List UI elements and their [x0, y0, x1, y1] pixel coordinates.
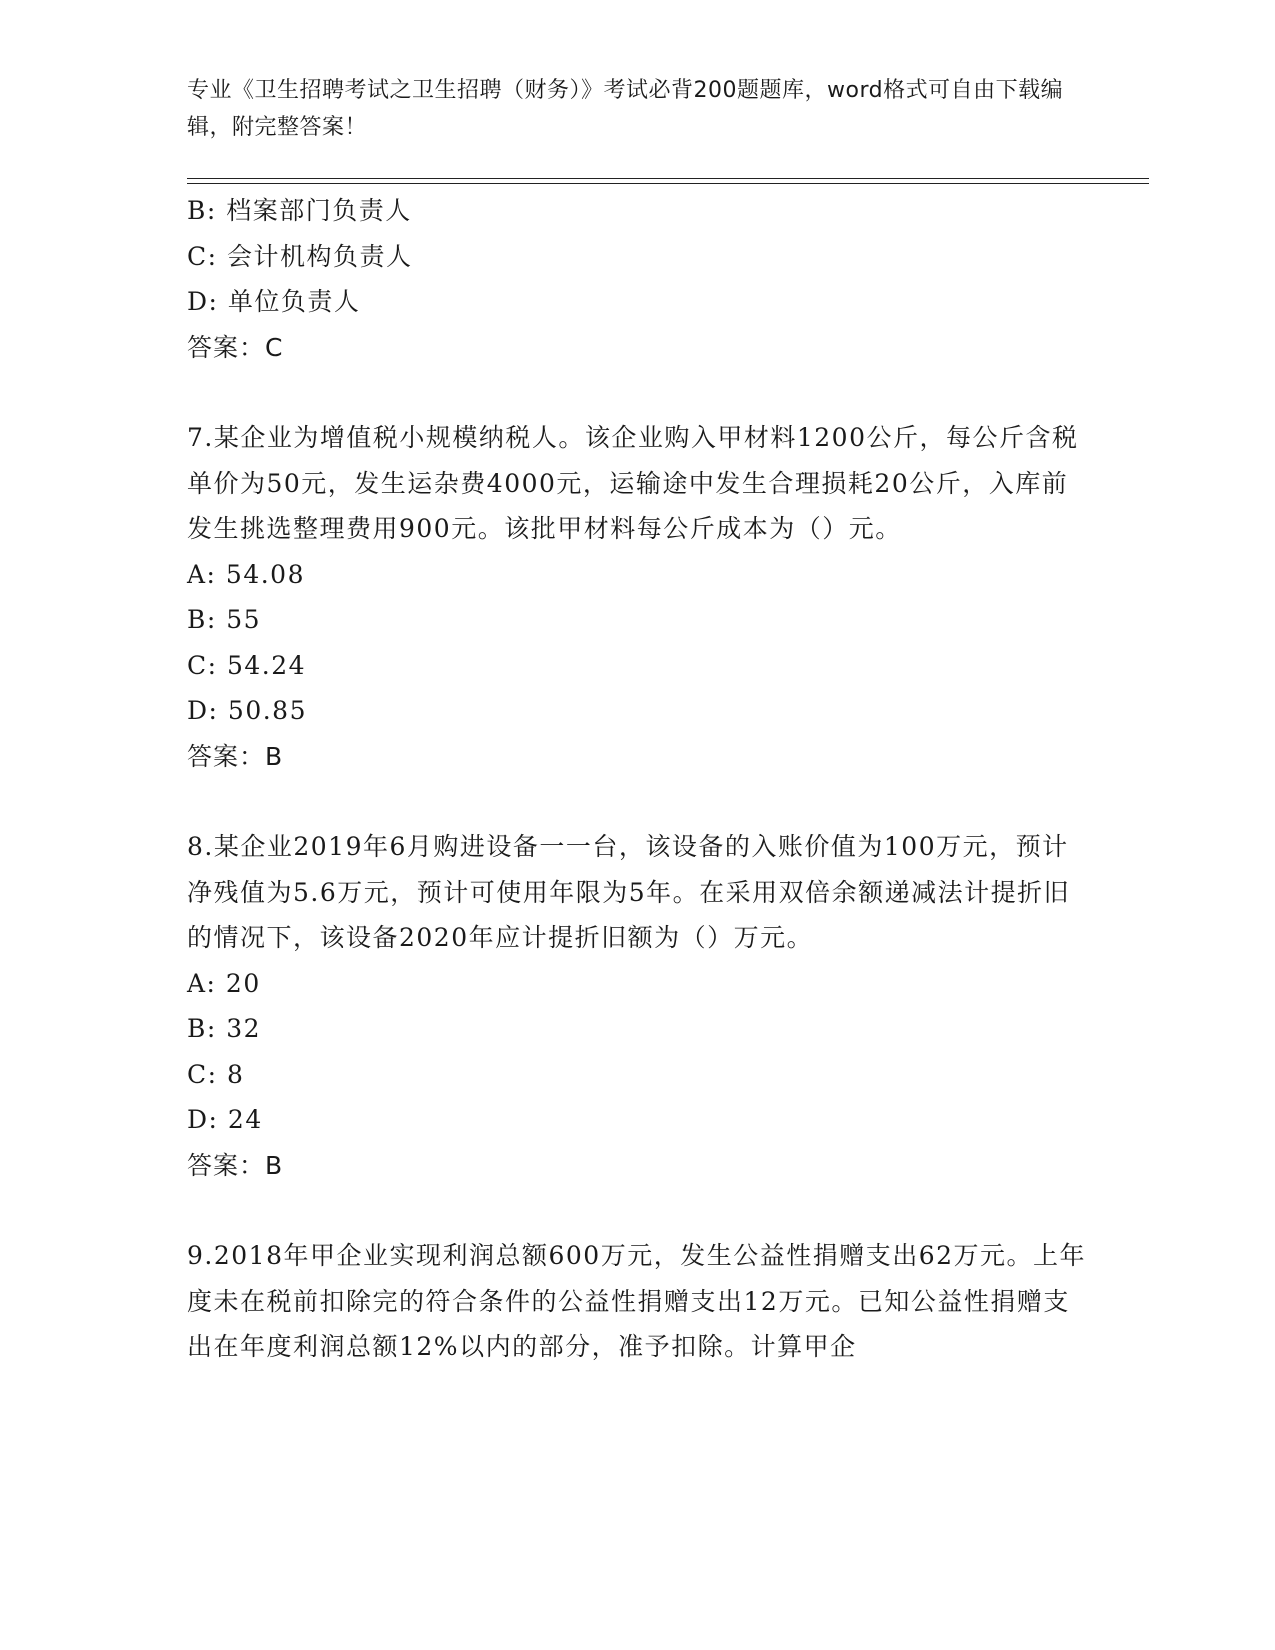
- option-b: B: 档案部门负责人: [187, 196, 412, 225]
- answer-line: 答案：C: [187, 332, 284, 362]
- option-d: D: 单位负责人: [187, 287, 361, 316]
- question-stem: 9.2018年甲企业实现利润总额600万元，发生公益性捐赠支出62万元。上年度未在税前扣除完的符合条件的公益性捐赠支出12万元。已知公益性捐赠支出在年度利润总额12%以内的部分，准予扣除。计算甲企: [187, 1241, 1087, 1361]
- option-c: C: 54.24: [187, 650, 307, 680]
- spacer: [187, 1188, 1087, 1233]
- header-divider: [187, 178, 1149, 184]
- spacer: [187, 779, 1087, 824]
- question-6-tail: [187, 188, 1087, 370]
- spacer: [187, 370, 1087, 415]
- option-d: D: 50.85: [187, 696, 307, 725]
- question-7: [187, 415, 1087, 779]
- question-stem: 8.某企业2019年6月购进设备一一台，该设备的入账价值为100万元，预计净残值为5.6万元，预计可使用年限为5年。在采用双倍余额递减法计提折旧的情况下，该设备2020年应计提折旧额为（）万元。: [187, 832, 1071, 952]
- option-b: B: 32: [187, 1014, 262, 1043]
- answer-line: 答案：B: [187, 741, 284, 771]
- option-b: B: 55: [187, 605, 262, 634]
- answer-line: 答案：B: [187, 1150, 284, 1180]
- option-a: A: 20: [187, 968, 261, 998]
- option-a: A: 54.08: [187, 559, 305, 589]
- question-stem: 7.某企业为增值税小规模纳税人。该企业购入甲材料1200公斤，每公斤含税单价为50元，发生运杂费4000元，运输途中发生合理损耗20公斤，入库前发生挑选整理费用900元。该批甲材料每公斤成本为（）元。: [187, 423, 1079, 543]
- option-c: C: 8: [187, 1059, 245, 1089]
- option-d: D: 24: [187, 1105, 263, 1134]
- document-header: 专业《卫生招聘考试之卫生招聘（财务）》考试必背200题题库，word格式可自由下载编辑，附完整答案！: [187, 78, 1064, 140]
- question-9: [187, 1233, 1087, 1370]
- option-c: C: 会计机构负责人: [187, 241, 413, 271]
- question-8: [187, 824, 1087, 1188]
- question-list: [187, 188, 1087, 1370]
